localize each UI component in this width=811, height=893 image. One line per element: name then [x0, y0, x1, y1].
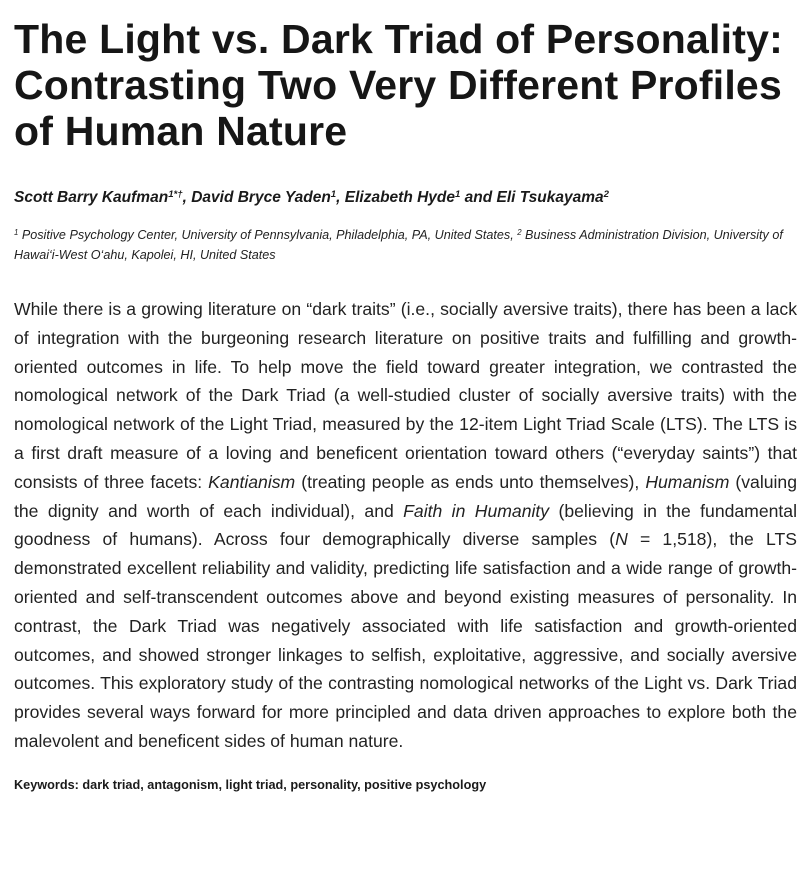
author-affiliation-mark: 1 — [455, 189, 461, 201]
author-separator: and — [460, 189, 497, 206]
keywords — [14, 776, 797, 794]
affiliation-text: Positive Psychology Center, University of Pennsylvania, Philadelphia, PA, United States, — [18, 228, 518, 242]
author-name: Scott Barry Kaufman — [14, 189, 169, 206]
author-list — [14, 188, 797, 208]
affiliation-mark: 1 — [14, 228, 19, 238]
article-title: The Light vs. Dark Triad of Personality: Contrasting Two Very Different Profiles of Human Nature — [14, 16, 783, 154]
author-name: Elizabeth Hyde — [344, 189, 456, 206]
author-affiliation-mark: 1 — [330, 189, 337, 201]
abstract-text: (treating people as ends unto themselves), — [295, 471, 646, 492]
keywords-label: Keywords: — [14, 777, 79, 792]
author-name: Eli Tsukayama — [496, 189, 604, 206]
affiliations — [14, 225, 797, 265]
abstract-text: = 1,518), the LTS demonstrated excellent reliability and validity, predicting life satisfaction and a wide range of growth-oriented and self-transcendent outcomes above and beyond existing measures of personality. In contrast, the Dark Triad was negatively associated with life satisfaction and growth-oriented outcomes, and showed stronger linkages to selfish, exploitative, aggressive, and socially aversive outcomes. This exploratory study of the contrasting nomological networks of the Light vs. Dark Triad provides several ways forward for more principled and data driven approaches to explore both the malevolent and beneficent sides of human nature. — [14, 529, 797, 751]
author-separator: , — [336, 189, 345, 206]
author-affiliation-mark: 1*† — [168, 189, 183, 201]
affiliation-mark: 2 — [517, 228, 522, 238]
abstract-text: (valuing the dignity and worth of each individual), and — [14, 471, 798, 521]
affiliation-text: Business Administration Division, University of Hawai‘i-West O‘ahu, Kapolei, HI, United States — [14, 228, 783, 262]
term-humanism: Humanism — [645, 471, 730, 492]
abstract-text: While there is a growing literature on “dark traits” (i.e., socially aversive traits), there has been a lack of integration with the burgeoning research literature on positive traits and fulfilling and growth-oriented outcomes in life. To help move the field toward greater integration, we contrasted the nomological network of the Dark Triad (a well-studied cluster of socially aversive traits) with the nomological network of the Light Triad, measured by the 12-item Light Triad Scale (LTS). The LTS is a first draft measure of a loving and beneficent orientation toward others (“everyday saints”) that consists of three facets: — [14, 299, 797, 492]
author-affiliation-mark: 2 — [603, 189, 609, 201]
abstract — [14, 295, 797, 756]
author-separator: , — [182, 189, 192, 206]
abstract-text: (believing in the fundamental goodness of humans). Across four demographically diverse samples ( — [14, 500, 797, 550]
author-name: David Bryce Yaden — [191, 189, 331, 206]
term-faith-in-humanity: Faith in Humanity — [403, 500, 550, 521]
keywords-list: dark triad, antagonism, light triad, personality, positive psychology — [78, 777, 487, 792]
term-kantianism: Kantianism — [208, 471, 296, 492]
sample-size-symbol: N — [615, 529, 628, 550]
